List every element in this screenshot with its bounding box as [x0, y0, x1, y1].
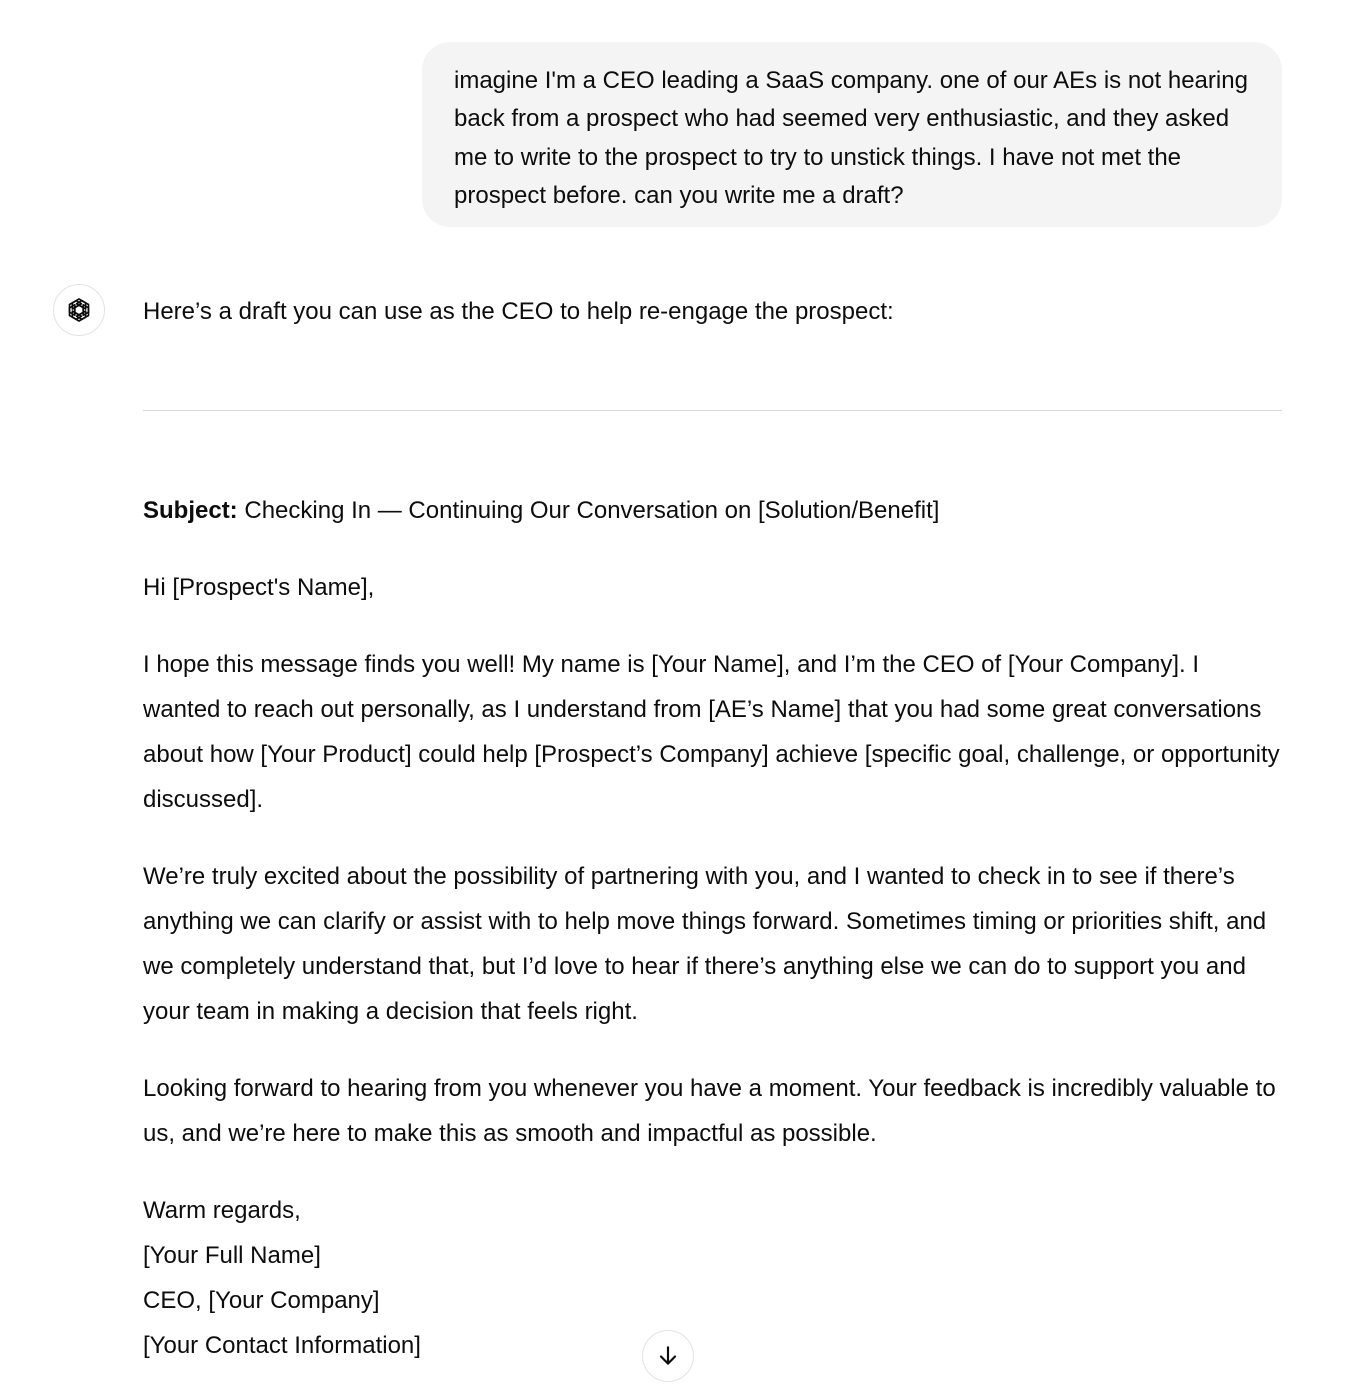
- openai-logo-icon: [64, 295, 94, 325]
- email-paragraph-1: I hope this message finds you well! My name is [Your Name], and I’m the CEO of [Your Company]. I wanted to reach out personally, as I understand from [AE’s Name] that you had some great conversations about how [Your Product] could help [Prospect’s Company] achieve [specific goal, challenge, or opportunity discussed].: [143, 651, 1280, 813]
- user-message-bubble: [422, 42, 1282, 227]
- arrow-down-icon: [655, 1343, 681, 1369]
- email-paragraph-2: We’re truly excited about the possibility of partnering with you, and I wanted to check in to see if there’s anything we can clarify or assist with to help move things forward. Sometimes timing or priorities shift, and we completely understand that, but I’d love to hear if there’s anything else we can do to support you and your team in making a decision that feels right.: [143, 863, 1267, 1025]
- user-message-text: imagine I'm a CEO leading a SaaS company. one of our AEs is not hearing back from a prospect who had seemed very enthusiastic, and they asked me to write to the prospect to try to unstick things. I have not met the prospect before. can you write me a draft?: [454, 67, 1248, 209]
- signoff-contact: [Your Contact Information]: [143, 1332, 421, 1359]
- email-draft: [143, 488, 1282, 1368]
- email-paragraph-3: Looking forward to hearing from you whenever you have a moment. Your feedback is incredibly valuable to us, and we’re here to make this as smooth and impactful as possible.: [143, 1075, 1276, 1147]
- assistant-intro: Here’s a draft you can use as the CEO to help re-engage the prospect:: [143, 298, 894, 325]
- signoff-closing: Warm regards,: [143, 1197, 301, 1224]
- email-signoff: [143, 1188, 1282, 1368]
- scroll-to-bottom-button[interactable]: [642, 1330, 694, 1382]
- email-subject-line: [143, 488, 1282, 533]
- email-subject: Checking In — Continuing Our Conversation on [Solution/Benefit]: [237, 497, 940, 524]
- signoff-name: [Your Full Name]: [143, 1242, 321, 1269]
- email-subject-label: Subject:: [143, 497, 238, 524]
- assistant-message: [143, 290, 1282, 1368]
- email-greeting: Hi [Prospect's Name],: [143, 574, 375, 601]
- assistant-avatar: [53, 284, 105, 336]
- divider: [143, 410, 1282, 411]
- signoff-title: CEO, [Your Company]: [143, 1287, 380, 1314]
